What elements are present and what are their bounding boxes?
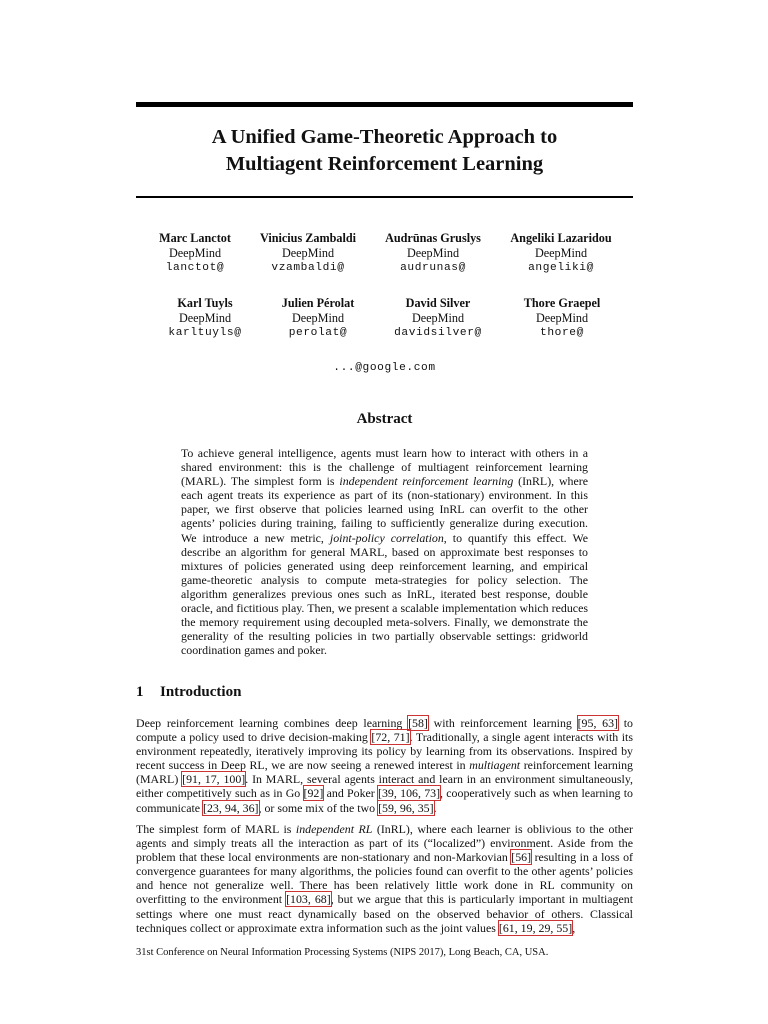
body-text: resulting in a loss of convergence guarantees for many algorithms, the policies found can overfit to the other agents’ policies and hence not generalize well. There has been relatively little work done in RL community on overfitting to the environment (136, 850, 633, 907)
shared-email-domain: ...@google.com (333, 362, 436, 374)
author-affiliation: DeepMind (178, 311, 232, 325)
citation-link[interactable]: [92] (303, 786, 324, 801)
author-name: Marc Lanctot (159, 231, 231, 245)
citation-link[interactable]: [95, 63] (577, 716, 618, 730)
author-email[interactable]: perolat@ (288, 327, 348, 339)
author-email[interactable]: karltuyls@ (168, 327, 242, 339)
author-name: Angeliki Lazaridou (510, 231, 612, 245)
body-text: The simplest form of MARL is (136, 822, 296, 836)
author-email[interactable]: thore@ (540, 327, 584, 339)
section-heading (136, 684, 633, 701)
citation-link[interactable]: [39, 106, 73] (378, 786, 441, 801)
citation-link[interactable]: [59, 96, 35] (378, 800, 434, 815)
author-affiliation: DeepMind (535, 311, 589, 325)
body-text: . Traditionally, a single agent interacts with its environment repeatedly, iteratively improving its policy by learning from its observations. Inspired by recent success in Deep RL, we are now seeing a renewed interest in (136, 730, 633, 773)
body-text: , but we argue that this is particularly important in multiagent settings where one must react dynamically based on the observed behavior of others. Classical techniques collect or approximate extra information such as the joint values (136, 892, 634, 935)
abstract-emphasis: independent reinforcement learning (339, 474, 514, 489)
abstract-body (181, 446, 588, 657)
body-text: (InRL), where each learner is oblivious to the other agents and simply treats all the interaction as part of its (“localized”) environment. Aside from the problem that these local environments are non-stationary and non-Markovian (136, 822, 633, 865)
author-block (140, 296, 270, 341)
body-text: , (572, 920, 576, 935)
abstract-emphasis: joint-policy correlation (329, 530, 444, 545)
paper-title (136, 124, 633, 178)
author-name: Audrūnas Gruslys (385, 231, 481, 245)
body-emphasis: independent RL (295, 822, 373, 836)
author-email[interactable]: davidsilver@ (394, 327, 482, 339)
author-block (373, 296, 503, 341)
author-affiliation: DeepMind (281, 246, 335, 260)
conference-footnote: 31st Conference on Neural Information Processing Systems (NIPS 2017), Long Beach, CA, USA. (136, 947, 549, 958)
citation-link[interactable]: [23, 94, 36] (203, 800, 259, 815)
abstract-heading: Abstract (356, 411, 413, 427)
intro-paragraph-1 (136, 716, 633, 815)
author-block (253, 296, 383, 341)
body-text: reinforcement learning (MARL) (136, 758, 633, 787)
author-affiliation: DeepMind (168, 246, 222, 260)
citation-link[interactable]: [72, 71] (371, 730, 410, 745)
citation-link[interactable]: [61, 19, 29, 55] (498, 920, 573, 935)
author-name: Julien Pérolat (281, 296, 355, 310)
citation-link[interactable]: [56] (511, 850, 532, 865)
body-text: Deep reinforcement learning combines deep learning (136, 716, 409, 730)
body-text: to compute a policy used to drive decision-making (136, 716, 633, 745)
author-affiliation: DeepMind (406, 246, 460, 260)
body-text: . In MARL, several agents interact and learn in an environment simultaneously, either competitively such as in Go (136, 772, 633, 801)
body-text: , or some mix of the two (258, 800, 379, 815)
author-block (130, 231, 260, 276)
author-email[interactable]: vzambaldi@ (271, 262, 345, 274)
body-text: , cooperatively such as when learning to communicate (136, 786, 633, 815)
abstract-text: To achieve general intelligence, agents must learn how to interact with others in a shared environment: this is the challenge of multiagent reinforcement learning (MARL). The simplest form is (181, 446, 588, 489)
abstract-text: , to quantify this effect. We describe an algorithm for general MARL, based on approximate best responses to mixtures of policies generated using deep reinforcement learning, and empirical game-theoretic analysis to compute meta-strategies for policy selection. The algorithm generalizes previous ones such as InRL, iterated best response, double oracle, and fictitious play. Then, we present a scalable implementation which reduces the memory requirement using decoupled meta-solvers. Finally, we demonstrate the generality of the resulting policies in two partially observable settings: gridworld coordination games and poker. (181, 530, 588, 658)
citation-link[interactable]: [58] (408, 716, 428, 730)
author-block (496, 231, 626, 276)
author-block (497, 296, 627, 341)
title-line-1: A Unified Game-Theoretic Approach to (211, 126, 558, 148)
title-rule (136, 196, 633, 198)
body-text: with reinforcement learning (427, 716, 578, 730)
title-line-2: Multiagent Reinforcement Learning (225, 153, 544, 175)
section-number: 1 (136, 684, 144, 700)
author-email[interactable]: audrunas@ (400, 262, 466, 274)
intro-paragraph-2 (136, 822, 633, 935)
body-emphasis: multiagent (469, 758, 521, 773)
author-name: Vinicius Zambaldi (259, 231, 357, 245)
author-block (368, 231, 498, 276)
author-name: David Silver (405, 296, 471, 310)
body-text: and Poker (323, 786, 379, 801)
author-affiliation: DeepMind (291, 311, 345, 325)
section-title: Introduction (160, 684, 242, 700)
top-rule (136, 102, 633, 107)
abstract-text: (InRL), where each agent treats its experience as part of its (non-stationary) environment. In this paper, we first observe that policies learned using InRL can overfit to the other agents’ policies during training, failing to sufficiently generalize during execution. We introduce a new metric, (181, 474, 589, 545)
citation-link[interactable]: [91, 17, 100] (182, 772, 246, 787)
body-text: . (433, 800, 437, 815)
citation-link[interactable]: [103, 68] (286, 892, 331, 907)
author-affiliation: DeepMind (534, 246, 588, 260)
author-affiliation: DeepMind (411, 311, 465, 325)
author-email[interactable]: lanctot@ (165, 262, 225, 274)
author-name: Thore Graepel (523, 296, 601, 310)
author-name: Karl Tuyls (177, 296, 233, 310)
author-block (243, 231, 373, 276)
author-email[interactable]: angeliki@ (528, 262, 594, 274)
